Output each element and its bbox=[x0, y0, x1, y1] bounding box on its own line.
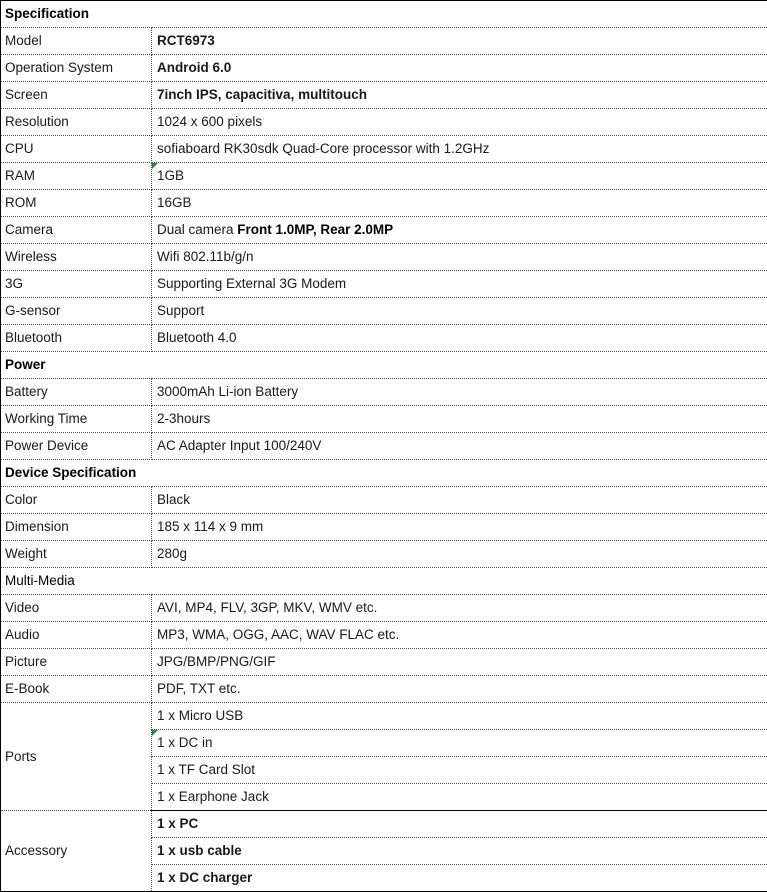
row-label-color: Color bbox=[1, 487, 152, 514]
row-value-resolution: 1024 x 600 pixels bbox=[152, 109, 767, 136]
row-value-port-1: 1 x Micro USB bbox=[152, 703, 767, 730]
row-value-cpu: sofiaboard RK30sdk Quad-Core processor with 1.2GHz bbox=[152, 136, 767, 163]
row-value-rom: 16GB bbox=[152, 190, 767, 217]
row-value-3g: Supporting External 3G Modem bbox=[152, 271, 767, 298]
row-value-battery: 3000mAh Li-ion Battery bbox=[152, 379, 767, 406]
table-row[interactable] bbox=[1, 28, 767, 55]
section-header-row bbox=[1, 352, 767, 379]
table-row[interactable] bbox=[1, 55, 767, 82]
row-value-model: RCT6973 bbox=[152, 28, 767, 55]
section-title-multi-media: Multi-Media bbox=[1, 568, 767, 595]
row-label-video: Video bbox=[1, 595, 152, 622]
row-label-accessory: Accessory bbox=[1, 811, 152, 892]
table-row[interactable] bbox=[1, 433, 767, 460]
row-value-weight: 280g bbox=[152, 541, 767, 568]
table-row[interactable] bbox=[1, 541, 767, 568]
row-value-camera bbox=[152, 217, 767, 244]
row-value-camera-plain: Dual camera bbox=[157, 222, 237, 237]
row-label-wireless: Wireless bbox=[1, 244, 152, 271]
row-value-color: Black bbox=[152, 487, 767, 514]
row-label-ebook: E-Book bbox=[1, 676, 152, 703]
table-row[interactable] bbox=[1, 622, 767, 649]
row-value-port-3: 1 x TF Card Slot bbox=[152, 757, 767, 784]
row-label-working-time: Working Time bbox=[1, 406, 152, 433]
table-row[interactable] bbox=[1, 190, 767, 217]
table-row[interactable] bbox=[1, 325, 767, 352]
row-label-ram: RAM bbox=[1, 163, 152, 190]
section-title-specification: Specification bbox=[1, 1, 767, 28]
row-value-accessory-1: 1 x PC bbox=[152, 811, 767, 838]
row-label-dimension: Dimension bbox=[1, 514, 152, 541]
table-row[interactable] bbox=[1, 514, 767, 541]
table-row[interactable] bbox=[1, 649, 767, 676]
row-value-audio: MP3, WMA, OGG, AAC, WAV FLAC etc. bbox=[152, 622, 767, 649]
row-value-operation-system: Android 6.0 bbox=[152, 55, 767, 82]
section-title-power: Power bbox=[1, 352, 767, 379]
row-label-audio: Audio bbox=[1, 622, 152, 649]
table-row[interactable] bbox=[1, 298, 767, 325]
row-label-ports: Ports bbox=[1, 703, 152, 811]
row-label-weight: Weight bbox=[1, 541, 152, 568]
table-row[interactable] bbox=[1, 406, 767, 433]
row-label-bluetooth: Bluetooth bbox=[1, 325, 152, 352]
section-header-row bbox=[1, 1, 767, 28]
section-header-row bbox=[1, 568, 767, 595]
row-value-working-time: 2-3hours bbox=[152, 406, 767, 433]
table-row[interactable] bbox=[1, 217, 767, 244]
row-label-picture: Picture bbox=[1, 649, 152, 676]
table-row[interactable] bbox=[1, 676, 767, 703]
row-value-ram-text: 1GB bbox=[157, 168, 184, 183]
row-label-resolution: Resolution bbox=[1, 109, 152, 136]
row-label-battery: Battery bbox=[1, 379, 152, 406]
table-row[interactable] bbox=[1, 163, 767, 190]
row-value-ram bbox=[152, 163, 767, 190]
table-row[interactable] bbox=[1, 703, 767, 730]
row-label-operation-system: Operation System bbox=[1, 55, 152, 82]
row-value-video: AVI, MP4, FLV, 3GP, MKV, WMV etc. bbox=[152, 595, 767, 622]
row-value-camera-bold: Front 1.0MP, Rear 2.0MP bbox=[237, 222, 393, 237]
table-row[interactable] bbox=[1, 136, 767, 163]
row-value-power-device: AC Adapter Input 100/240V bbox=[152, 433, 767, 460]
table-row[interactable] bbox=[1, 244, 767, 271]
table-row[interactable] bbox=[1, 811, 767, 838]
table-row[interactable] bbox=[1, 109, 767, 136]
table-row[interactable] bbox=[1, 271, 767, 298]
table-row[interactable] bbox=[1, 487, 767, 514]
table-row[interactable] bbox=[1, 595, 767, 622]
row-value-g-sensor: Support bbox=[152, 298, 767, 325]
table-row[interactable] bbox=[1, 82, 767, 109]
row-value-accessory-2: 1 x usb cable bbox=[152, 838, 767, 865]
row-label-rom: ROM bbox=[1, 190, 152, 217]
row-value-port-2 bbox=[152, 730, 767, 757]
section-header-row bbox=[1, 460, 767, 487]
table-body bbox=[1, 1, 767, 892]
row-label-g-sensor: G-sensor bbox=[1, 298, 152, 325]
row-value-wireless: Wifi 802.11b/g/n bbox=[152, 244, 767, 271]
row-label-camera: Camera bbox=[1, 217, 152, 244]
row-value-dimension: 185 x 114 x 9 mm bbox=[152, 514, 767, 541]
row-value-port-2-text: 1 x DC in bbox=[157, 735, 213, 750]
row-label-power-device: Power Device bbox=[1, 433, 152, 460]
row-value-port-4: 1 x Earphone Jack bbox=[152, 784, 767, 811]
row-label-3g: 3G bbox=[1, 271, 152, 298]
row-label-cpu: CPU bbox=[1, 136, 152, 163]
row-value-accessory-3: 1 x DC charger bbox=[152, 865, 767, 892]
row-label-screen: Screen bbox=[1, 82, 152, 109]
row-value-ebook: PDF, TXT etc. bbox=[152, 676, 767, 703]
row-label-model: Model bbox=[1, 28, 152, 55]
section-title-device-specification: Device Specification bbox=[1, 460, 767, 487]
row-value-picture: JPG/BMP/PNG/GIF bbox=[152, 649, 767, 676]
table-row[interactable] bbox=[1, 379, 767, 406]
row-value-screen: 7inch IPS, capacitiva, multitouch bbox=[152, 82, 767, 109]
row-value-bluetooth: Bluetooth 4.0 bbox=[152, 325, 767, 352]
